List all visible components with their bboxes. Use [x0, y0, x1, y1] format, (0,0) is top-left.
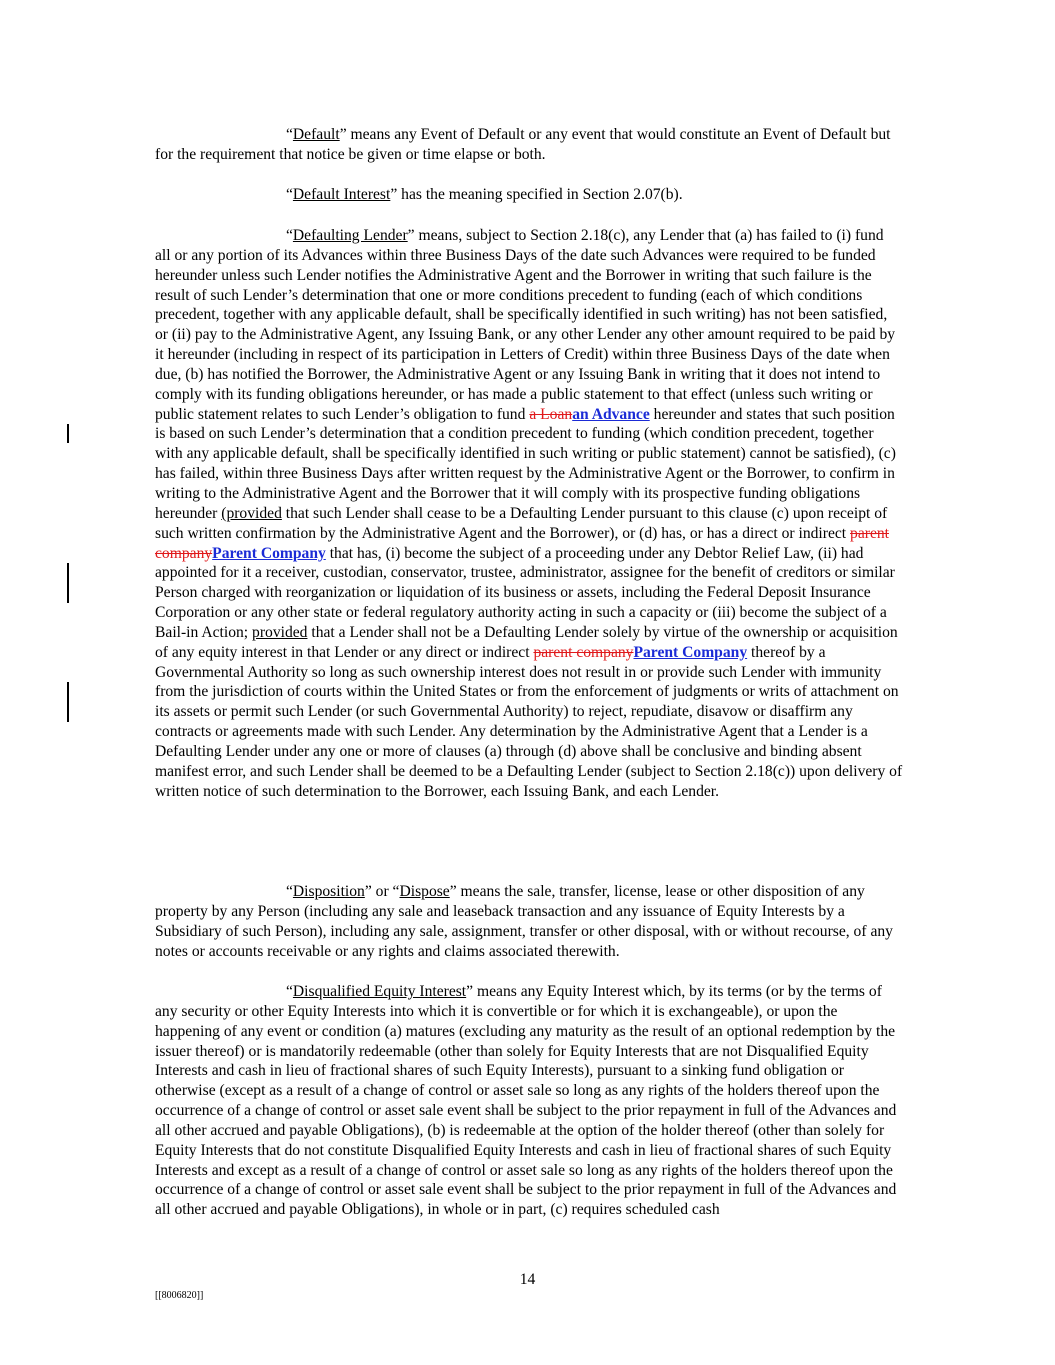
definition-text: hereunder and states that such position is based on such Lender’s determination that a condition precedent to funding (which condition precedent, together with any applicable default, shall be specifically identified in such writing or public statement) cannot be satisfied), (c) has failed, within three Business Days after written request by the Administrative Agent or the Borrower, to confirm in writing to the Administrative Agent and the Borrower that it will comply with its prospective funding obligations hereunder [155, 405, 896, 522]
definition-defaulting-lender: “Defaulting Lender” means, subject to Section 2.18(c), any Lender that (a) has failed to (i) fund all or any portion of its Advances within three Business Days of the date such Advances were required to be funded hereunder unless such Lender notifies the Administrative Agent and the Borrower in writing that such failure is the result of such Lender’s determination that one or more conditions precedent to funding (each of which conditions precedent, together with any applicable default, shall be specifically identified in such writing) has not been satisfied, or (ii) pay to the Administrative Agent, any Issuing Bank, or any other Lender any other amount required to be paid by it hereunder (including in respect of its participation in Letters of Credit) within three Business Days of the date when due, (b) has notified the Borrower, the Administrative Agent or any Issuing Bank in writing that it does not intend to comply with its funding obligations hereunder, or has made a public statement to that effect (unless such writing or public statement relates to such Lender’s obligation to fund a Loanan Advance hereunder and states that such position is based on such Lender’s determination that a condition precedent to funding (which condition precedent, together with any applicable default, shall be specifically identified in such writing or public statement) cannot be satisfied), (c) has failed, within three Business Days after written request by the Administrative Agent or the Borrower, to confirm in writing to the Administrative Agent and the Borrower that it will comply with its prospective funding obligations hereunder (provided that such Lender shall cease to be a Defaulting Lender pursuant to this clause (c) upon receipt of such written confirmation by the Administrative Agent and the Borrower), or (d) has, or has a direct or indirect parent companyParent Company that has, (i) become the subject of a proceeding under any Debtor Relief Law, (ii) had appointed for it a receiver, custodian, conservator, trustee, administrator, assignee for the benefit of creditors or similar Person charged with reorganization or liquidation of its business or assets, including the Federal Deposit Insurance Corporation or any other state or federal regulatory authority acting in such a capacity or (iii) become the subject of a Bail-in Action; provided that a Lender shall not be a Defaulting Lender solely by virtue of the ownership or acquisition of any equity interest in that Lender or any direct or indirect parent companyParent Company thereof by a Governmental Authority so long as such ownership interest does not result in or provide such Lender with immunity from the jurisdiction of courts within the United States or from the enforcement of judgments or writs of attachment on its assets or permit such Lender (or such Governmental Authority) to reject, repudiate, disavow or disaffirm any contracts or agreements made with such Lender. Any determination by the Administrative Agent that a Lender is a Defaulting Lender under any one or more of clauses (a) through (d) above shall be conclusive and binding absent manifest error, and such Lender shall be deemed to be a Defaulting Lender (subject to Section 2.18(c)) upon delivery of written notice of such determination to the Borrower, each Issuing Bank, and each Lender. [155, 227, 903, 800]
definition-text: ” means any Equity Interest which, by its terms (or by the terms of any security or other Equity Interests into which it is convertible or for which it is exchangeable), or upon the happening of any event or condition (a) matures (excluding any maturity as the result of an optional redemption by the issuer thereof) or is mandatorily redeemable (other than solely for Equity Interests that are not Disqualified Equity Interests and cash in lieu of fractional shares of such Equity Interests), pursuant to a sinking fund obligation or otherwise (except as a result of a change of control or asset sale so long as any rights of the holders thereof upon the occurrence of a change of control or asset sale event shall be subject to the prior repayment in full of the Advances and all other accrued and payable Obligations), (b) is redeemable at the option of the holder thereof (other than solely for Equity Interests that do not constitute Disqualified Equity Interests and cash in lieu of fractional shares of such Equity Interests and except as a result of a change of control or asset sale so long as any rights of the holders thereof upon the occurrence of a change of control or asset sale event shall be subject to the prior repayment in full of the Advances and all other accrued and payable Obligations), in whole or in part, (c) requires scheduled cash [155, 983, 897, 1219]
term-default: Default [292, 126, 340, 143]
document-id: [[8006820]] [155, 1290, 204, 1301]
page-number: 14 [519, 1271, 536, 1288]
definition-disqualified-equity-interest: “Disqualified Equity Interest” means any Equity Interest which, by its terms (or by the terms of any security or other Equity Interests into which it is convertible or for which it is exchangeable), or upon the happening of any event or condition (a) matures (excluding any maturity as the result of an optional redemption by the issuer thereof) or is mandatorily redeemable (other than solely for Equity Interests that are not Disqualified Equity Interests and cash in lieu of fractional shares of such Equity Interests), pursuant to a sinking fund obligation or otherwise (except as a result of a change of control or asset sale so long as any rights of the holders thereof upon the occurrence of a change of control or asset sale event shall be subject to the prior repayment in full of the Advances and all other accrued and payable Obligations), (b) is redeemable at the option of the holder thereof (other than solely for Equity Interests that do not constitute Disqualified Equity Interests and cash in lieu of fractional shares of such Equity Interests and except as a result of a change of control or asset sale so long as any rights of the holders thereof upon the occurrence of a change of control or asset sale event shall be subject to the prior repayment in full of the Advances and all other accrued and payable Obligations), in whole or in part, (c) requires scheduled cash [155, 983, 897, 1219]
term-disqualified-equity-interest: Disqualified Equity Interest [292, 983, 467, 1000]
definition-default-interest: “Default Interest” has the meaning specified in Section 2.07(b). [286, 186, 683, 203]
definition-text: ” means, subject to Section 2.18(c), any Lender that (a) has failed to (i) fund all or any portion of its Advances within three Business Days of the date such Advances were required to be funded hereunder unless such Lender notifies the Administrative Agent and the Borrower in writing that such failure is the result of such Lender’s determination that one or more conditions precedent to funding (each of which conditions precedent, together with any applicable default, shall be specifically identified in such writing) has not been satisfied, or (ii) pay to the Administrative Agent, any Issuing Bank, or any other Lender any other amount required to be paid by it hereunder (including in respect of its participation in Letters of Credit) within three Business Days of the date when due, (b) has notified the Borrower, the Administrative Agent or any Issuing Bank in writing that it does not intend to comply with its funding obligations hereunder, or has made a public statement to that effect (unless such writing or public statement relates to such Lender’s obligation to fund [155, 227, 896, 423]
term-dispose: Dispose [399, 883, 450, 900]
provided-term: (provided [221, 504, 282, 522]
inserted-text: Parent Company [633, 643, 748, 661]
term-disposition: Disposition [292, 883, 365, 900]
deleted-text: a Loan [529, 405, 573, 423]
definition-text: ” or “ [364, 883, 400, 900]
definition-text: ” means the sale, transfer, license, lease or other disposition of any property by any Person (including any sale and leaseback transaction and any issuance of Equity Interests by a Subsidiary of such Person), including any sale, assignment, transfer or other disposal, with or without recourse, of any notes or accounts receivable or any rights and claims associated therewith. [155, 883, 893, 960]
definition-text: that such Lender shall cease to be a Defaulting Lender pursuant to this clause (c) upon receipt of such written confirmation by the Administrative Agent and the Borrower), or (d) has, or has a direct or indirect [155, 504, 888, 542]
definition-text: ” means any Event of Default or any event that would constitute an Event of Default but for the requirement that notice be given or time elapse or both. [155, 126, 891, 163]
inserted-text: an Advance [572, 405, 650, 423]
definition-text: that has, (i) become the subject of a proceeding under any Debtor Relief Law, (ii) had appointed for it a receiver, custodian, conservator, trustee, administrator, assignee for the benefit of creditors or similar Person charged with reorganization or liquidation of its business or assets, including the Federal Deposit Insurance Corporation or any other state or federal regulatory authority acting in such a capacity or (iii) become the subject of a Bail-in Action; [155, 544, 895, 641]
definition-text: thereof by a Governmental Authority so long as such ownership interest does not result in or provide such Lender with immunity from the jurisdiction of courts within the United States or from the enforcement of judgments or writs of attachment on its assets or permit such Lender (or such Governmental Authority) to reject, repudiate, disavow or disaffirm any contracts or agreements made with such Lender. Any determination by the Administrative Agent that a Lender is a Defaulting Lender under any one or more of clauses (a) through (d) above shall be conclusive and binding absent manifest error, and such Lender shall be deemed to be a Defaulting Lender (subject to Section 2.18(c)) upon delivery of written notice of such determination to the Borrower, each Issuing Bank, and each Lender. [155, 643, 903, 800]
deleted-text: parent company [533, 643, 634, 661]
definition-default: “Default” means any Event of Default or any event that would constitute an Event of Default but for the requirement that notice be given or time elapse or both. [155, 126, 891, 163]
definition-text: ” has the meaning specified in Section 2.07(b). [390, 186, 683, 203]
term-default-interest: Default Interest [292, 186, 391, 203]
definition-disposition: “Disposition” or “Dispose” means the sale, transfer, license, lease or other disposition of any property by any Person (including any sale and leaseback transaction and any issuance of Equity Interests by a Subsidiary of such Person), including any sale, assignment, transfer or other disposal, with or without recourse, of any notes or accounts receivable or any rights and claims associated therewith. [155, 883, 893, 960]
change-bar [67, 424, 69, 443]
inserted-text: Parent Company [212, 544, 326, 562]
term-defaulting-lender: Defaulting Lender [292, 227, 408, 244]
deleted-text: parent company [155, 524, 889, 562]
provided-term: provided [252, 623, 308, 641]
change-bar [67, 682, 69, 722]
definition-text: that a Lender shall not be a Defaulting Lender solely by virtue of the ownership or acquisition of any equity interest in that Lender or any direct or indirect [155, 623, 898, 661]
change-bar [67, 563, 69, 603]
